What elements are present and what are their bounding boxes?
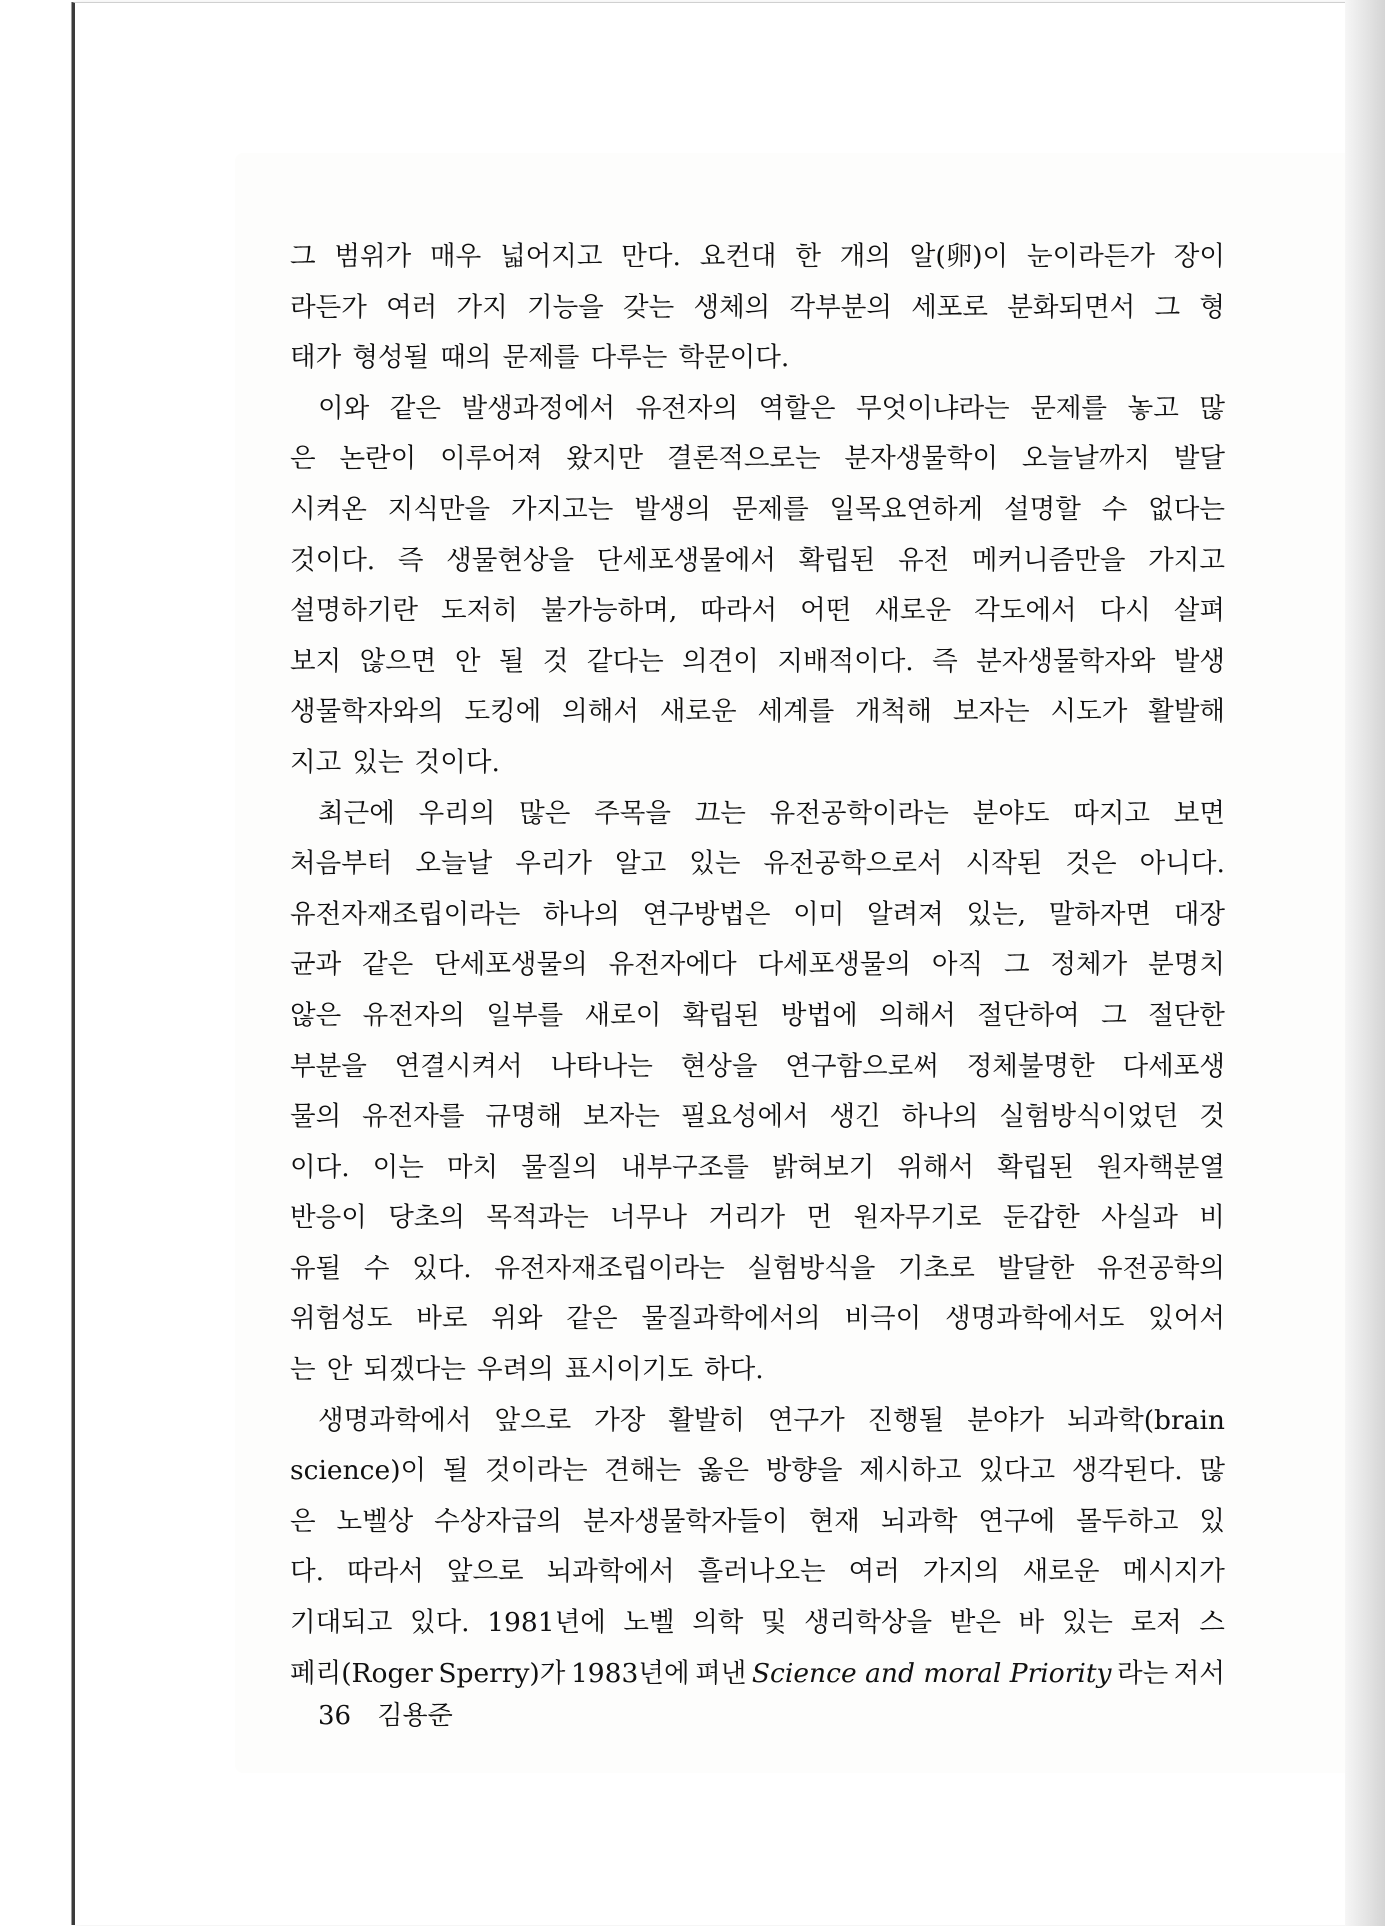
word: 단세포생물에서 — [596, 544, 776, 576]
word: 보면 — [1173, 797, 1225, 829]
word: 눈이라든가 — [1026, 241, 1155, 272]
word: 방향을 — [765, 1455, 843, 1487]
word: 보지 — [290, 645, 342, 677]
word: 세계를 — [757, 696, 835, 728]
word: 세포로 — [911, 291, 989, 323]
word: 유전자재조립이라는 — [290, 898, 521, 930]
word: 노벨상 — [336, 1505, 414, 1537]
word: 는 — [290, 1354, 316, 1386]
word: 갖는 — [623, 291, 675, 323]
word: 분자생물학자와 — [976, 645, 1156, 677]
word: 먼 — [806, 1202, 833, 1234]
word: 많 — [1199, 1455, 1225, 1487]
word: 물의 — [290, 1101, 342, 1133]
word: 수상자급의 — [434, 1505, 563, 1537]
word: 아니다. — [1139, 848, 1225, 880]
word: 다루는 — [590, 342, 668, 374]
word: 이는 — [372, 1151, 424, 1183]
word: 보자는 — [952, 696, 1030, 728]
text-line — [290, 637, 1225, 688]
word: 밝혀보기 — [771, 1151, 875, 1183]
word: 문제를 — [502, 342, 580, 374]
word: 보자는 — [583, 1101, 660, 1133]
text-line — [290, 333, 1225, 384]
word: 유전공학이라는 — [769, 797, 949, 829]
word: 것이다. — [290, 544, 376, 576]
word: 있는 — [1061, 1607, 1113, 1639]
word: 수 — [363, 1252, 390, 1284]
word: 원자핵분열 — [1097, 1151, 1225, 1183]
word: 다. — [290, 1556, 325, 1588]
word: 같은 — [389, 392, 441, 424]
word: 생물현상을 — [446, 544, 575, 576]
word: 내부구조를 — [620, 1151, 749, 1183]
word: 기대되고 — [290, 1607, 393, 1639]
word: 시작된 — [965, 848, 1043, 880]
text-line — [290, 1092, 1225, 1143]
word: 비극이 — [844, 1303, 922, 1335]
word: 같은 — [362, 949, 414, 981]
word: 한 — [795, 241, 821, 272]
word: 은 — [290, 443, 316, 475]
word: 1981년에 — [487, 1607, 606, 1639]
text-line — [290, 1598, 1225, 1649]
word: 몰두하고 — [1076, 1505, 1179, 1537]
word: 그 — [1154, 291, 1181, 323]
word: 스 — [1199, 1607, 1225, 1639]
word: 안 — [326, 1354, 353, 1386]
word: 견해는 — [604, 1455, 682, 1487]
text-line — [290, 1244, 1225, 1295]
word: 다세포생 — [1122, 1050, 1225, 1082]
word: 주목을 — [594, 797, 671, 829]
word: 표시이기도 — [564, 1354, 693, 1386]
word: 지배적이다. — [777, 645, 914, 677]
word: 의해서 — [879, 999, 956, 1031]
word: 각부분의 — [789, 291, 892, 323]
word: 진행될 — [867, 1404, 945, 1436]
word: 것이라는 — [485, 1455, 588, 1487]
word: 도저히 — [441, 595, 518, 627]
word: 가지의 — [922, 1556, 1000, 1588]
word: 유전공학의 — [1096, 1252, 1225, 1284]
word: 다세포생물의 — [757, 949, 912, 981]
word: 받은 — [949, 1607, 1001, 1639]
word: 메커니즘만을 — [971, 544, 1126, 576]
word: 뇌과학에서 — [546, 1556, 675, 1588]
word: 부분을 — [290, 1050, 367, 1082]
word: 여러 — [386, 291, 438, 323]
word: 따지고 — [1073, 797, 1151, 829]
text-line — [290, 1396, 1225, 1447]
text-line — [290, 1547, 1225, 1598]
text-line — [290, 738, 1225, 789]
word: 일부를 — [486, 999, 564, 1031]
word: 확립된 — [997, 1151, 1074, 1183]
word: 분야가 — [967, 1404, 1045, 1436]
word: 범위가 — [334, 241, 412, 272]
word: 및 — [760, 1607, 787, 1639]
word: 의견이 — [682, 645, 759, 677]
word: 이루어져 — [440, 443, 543, 475]
text-line — [290, 586, 1225, 637]
word: 것 — [542, 645, 569, 677]
word: 가지고는 — [510, 493, 614, 525]
word: 즉 — [932, 645, 958, 677]
word: 있다. — [412, 1252, 472, 1284]
text-line — [290, 1042, 1225, 1093]
word: 기초로 — [898, 1252, 975, 1284]
word: 따라서 — [347, 1556, 424, 1588]
word: 라든가 — [290, 291, 367, 323]
word: 분화되면서 — [1007, 291, 1136, 323]
word: 뇌과학 — [880, 1505, 958, 1537]
word: 되겠다는 — [363, 1354, 466, 1386]
word: 설명할 — [1004, 493, 1081, 525]
word: 발달 — [1173, 443, 1225, 475]
word: 새로운 — [659, 696, 737, 728]
word: 위해서 — [897, 1151, 975, 1183]
word: 유전자를 — [362, 1101, 465, 1133]
word: 많 — [1199, 392, 1225, 424]
word: 일목요연하게 — [829, 493, 984, 525]
page-number: 36 — [318, 1701, 352, 1731]
word: Sperry)가 — [438, 1657, 566, 1689]
word: 각도에서 — [974, 595, 1077, 627]
word: 위험성도 — [290, 1303, 393, 1335]
word: 발달한 — [997, 1252, 1075, 1284]
word: 유전자의 — [362, 999, 465, 1031]
word: 분자생물학이 — [844, 443, 999, 475]
word: 기능을 — [526, 291, 604, 323]
word: 활발해 — [1148, 696, 1225, 728]
word: 연구함으로써 — [785, 1050, 939, 1082]
page-edge-shadow — [1345, 0, 1385, 1926]
word: 생물학자와의 — [290, 696, 444, 728]
word: 말하자면 — [1048, 898, 1152, 930]
word: 오늘날 — [415, 848, 493, 880]
word: 바로 — [416, 1303, 468, 1335]
word: 있는 — [689, 848, 741, 880]
word: 역할은 — [758, 392, 836, 424]
word: 생리학상을 — [804, 1607, 933, 1639]
word: 발생 — [1173, 645, 1225, 677]
word: 새로운 — [1022, 1556, 1100, 1588]
word: 많은 — [519, 797, 571, 829]
word: 분명치 — [1148, 949, 1225, 981]
word: science)이 — [290, 1455, 427, 1487]
word: 유전자의 — [635, 392, 739, 424]
word: 유될 — [290, 1252, 342, 1284]
word: 것이다. — [414, 746, 500, 778]
word: 활발히 — [668, 1404, 746, 1436]
word: 왔지만 — [566, 443, 644, 475]
word: 여러 — [848, 1556, 900, 1588]
text-line — [290, 940, 1225, 991]
word: 지식만을 — [387, 493, 491, 525]
word: 물질의 — [521, 1151, 598, 1183]
text-line — [290, 1193, 1225, 1244]
word: 생긴 — [829, 1101, 881, 1133]
author-name: 김용준 — [377, 1701, 453, 1731]
word: 만다. — [621, 241, 681, 272]
word: 바 — [1018, 1607, 1045, 1639]
word: 것 — [1199, 1101, 1225, 1133]
word: 반응이 — [290, 1202, 367, 1234]
word: 당초의 — [388, 1202, 465, 1234]
word: Science and moral Priority — [751, 1657, 1112, 1689]
text-line — [290, 890, 1225, 941]
word: 정체가 — [1050, 949, 1128, 981]
word: 원자무기로 — [853, 1202, 982, 1234]
word: 메시지가 — [1122, 1556, 1225, 1588]
word: 무엇이냐라는 — [856, 392, 1010, 424]
word: 매우 — [430, 241, 482, 272]
text-line — [290, 536, 1225, 587]
word: 따라서 — [700, 595, 778, 627]
word: 비 — [1199, 1202, 1225, 1234]
word: 펴낸 — [695, 1657, 747, 1689]
word: 않으면 — [359, 645, 437, 677]
word: 분야도 — [972, 797, 1050, 829]
word: 놓고 — [1127, 392, 1179, 424]
word: 마치 — [446, 1151, 499, 1183]
word: 문제를 — [731, 493, 809, 525]
word: 오늘날까지 — [1021, 443, 1150, 475]
word: 장이 — [1173, 241, 1225, 272]
word: 실험방식이었던 — [999, 1101, 1179, 1133]
word: 연구에 — [978, 1505, 1056, 1537]
word: 도킹에 — [464, 696, 542, 728]
word: 목적과는 — [486, 1202, 589, 1234]
word: 의해서 — [562, 696, 639, 728]
word: 형성될 — [352, 342, 430, 374]
word: 둔갑한 — [1002, 1202, 1080, 1234]
word: 하나의 — [543, 898, 620, 930]
text-line — [290, 232, 1225, 283]
word: 학문이다. — [678, 342, 790, 374]
word: 앞으로 — [494, 1404, 572, 1436]
word: 있다. — [409, 1607, 470, 1639]
word: 규명해 — [485, 1101, 563, 1133]
word: 이미 — [793, 898, 845, 930]
text-line — [290, 434, 1225, 485]
text-line — [290, 687, 1225, 738]
word: 발생과정에서 — [461, 392, 616, 424]
word: 끄는 — [694, 797, 746, 829]
word: 것은 — [1065, 848, 1117, 880]
word: 넓어지고 — [500, 241, 603, 272]
body-text — [290, 232, 1225, 1699]
word: 그 — [1101, 999, 1127, 1031]
word: 라는 — [1117, 1657, 1169, 1689]
word: 불가능하며, — [540, 595, 678, 627]
word: 실험방식을 — [747, 1252, 876, 1284]
word: 문제를 — [1030, 392, 1108, 424]
word: 가지고 — [1148, 544, 1225, 576]
word: 정체불명한 — [966, 1050, 1095, 1082]
word: 설명하기란 — [290, 595, 418, 627]
word: 제시하고 — [859, 1455, 962, 1487]
text-line — [290, 1497, 1225, 1548]
word: 로저 — [1130, 1607, 1182, 1639]
word: 유전자에다 — [608, 949, 737, 981]
word: 처음부터 — [290, 848, 393, 880]
word: 나타나는 — [550, 1050, 653, 1082]
word: 논란이 — [339, 443, 417, 475]
word: 그 — [1003, 949, 1030, 981]
word: 은 — [290, 1505, 316, 1537]
word: 뇌과학(brain — [1066, 1404, 1225, 1436]
word: 요컨대 — [699, 241, 777, 272]
word: 안 — [454, 645, 481, 677]
word: 연구가 — [767, 1404, 845, 1436]
word: 균과 — [290, 949, 342, 981]
word: 우리의 — [418, 797, 496, 829]
word: 대장 — [1173, 898, 1225, 930]
word: 즉 — [397, 544, 424, 576]
text-line — [290, 1446, 1225, 1497]
text-line — [290, 839, 1225, 890]
word: 될 — [442, 1455, 469, 1487]
text-line — [290, 991, 1225, 1042]
word: 노벨 — [623, 1607, 675, 1639]
page-footer — [318, 1695, 471, 1732]
word: 분자생물학자들이 — [583, 1505, 788, 1537]
word: 생명과학에서도 — [945, 1303, 1125, 1335]
word: 형 — [1199, 291, 1225, 323]
word: 알(卵)이 — [909, 241, 1009, 272]
word: 가장 — [594, 1404, 646, 1436]
word: 의학 — [692, 1607, 744, 1639]
word: 사실과 — [1101, 1202, 1178, 1234]
word: 너무나 — [610, 1202, 687, 1234]
word: 절단하여 — [977, 999, 1080, 1031]
word: 옳은 — [697, 1455, 749, 1487]
text-line — [290, 283, 1225, 334]
word: 유전자재조립이라는 — [494, 1252, 725, 1284]
text-line — [290, 1345, 1225, 1396]
word: 다시 — [1099, 595, 1151, 627]
word: 생명과학에서 — [318, 1404, 472, 1436]
word: 같은 — [566, 1303, 618, 1335]
word: 수 — [1101, 493, 1128, 525]
word: 없다는 — [1148, 493, 1225, 525]
word: 새로이 — [584, 999, 662, 1031]
word: 시도가 — [1050, 696, 1128, 728]
word: 우리가 — [515, 848, 593, 880]
word: 태가 — [290, 342, 342, 374]
text-line — [290, 1294, 1225, 1345]
word: 저서 — [1173, 1657, 1225, 1689]
word: 때의 — [440, 342, 492, 374]
word: 있는, — [966, 898, 1027, 930]
word: 물질과학에서의 — [641, 1303, 821, 1335]
word: 하나의 — [901, 1101, 979, 1133]
word: 하다. — [704, 1354, 764, 1386]
word: 있 — [1199, 1505, 1225, 1537]
word: 현상을 — [680, 1050, 758, 1082]
word: 개의 — [839, 241, 891, 272]
word: 시켜온 — [290, 493, 367, 525]
word: 가지 — [456, 291, 508, 323]
text-line — [290, 384, 1225, 435]
word: 유전 — [898, 544, 950, 576]
word: 방법에 — [780, 999, 858, 1031]
word: 확립된 — [798, 544, 876, 576]
text-line — [290, 485, 1225, 536]
word: 개척해 — [855, 696, 932, 728]
word: 생체의 — [693, 291, 771, 323]
word: 같다는 — [586, 645, 664, 677]
word: 알고 — [615, 848, 667, 880]
word: 최근에 — [318, 797, 395, 829]
word: 현재 — [808, 1505, 860, 1537]
word: 연결시켜서 — [394, 1050, 523, 1082]
word: 절단한 — [1148, 999, 1225, 1031]
word: 확립된 — [682, 999, 760, 1031]
word: 발생의 — [634, 493, 712, 525]
word: 페리(Roger — [290, 1657, 433, 1689]
word: 알려져 — [866, 898, 944, 930]
word: 연구방법은 — [642, 898, 771, 930]
word: 유전공학으로서 — [763, 848, 943, 880]
text-line — [290, 1143, 1225, 1194]
word: 생각된다. — [1071, 1455, 1183, 1487]
word: 될 — [498, 645, 525, 677]
word: 지고 — [290, 746, 342, 778]
word: 살펴 — [1173, 595, 1225, 627]
word: 위와 — [491, 1303, 543, 1335]
word: 그 — [290, 241, 316, 272]
word: 있다고 — [978, 1455, 1056, 1487]
word: 필요성에서 — [680, 1101, 809, 1133]
word: 우려의 — [477, 1354, 554, 1386]
word: 흘러나오는 — [697, 1556, 826, 1588]
word: 단세포생물의 — [434, 949, 588, 981]
word: 1983년에 — [570, 1657, 690, 1689]
word: 이와 — [318, 392, 370, 424]
text-line — [290, 1649, 1225, 1700]
word: 있는 — [352, 746, 404, 778]
word: 아직 — [931, 949, 984, 981]
word: 새로운 — [874, 595, 952, 627]
word: 어떤 — [800, 595, 852, 627]
word: 이다. — [290, 1151, 350, 1183]
word: 거리가 — [708, 1202, 786, 1234]
text-line — [290, 789, 1225, 840]
word: 결론적으로는 — [667, 443, 821, 475]
word: 앞으로 — [446, 1556, 524, 1588]
word: 있어서 — [1148, 1303, 1225, 1335]
word: 않은 — [290, 999, 342, 1031]
